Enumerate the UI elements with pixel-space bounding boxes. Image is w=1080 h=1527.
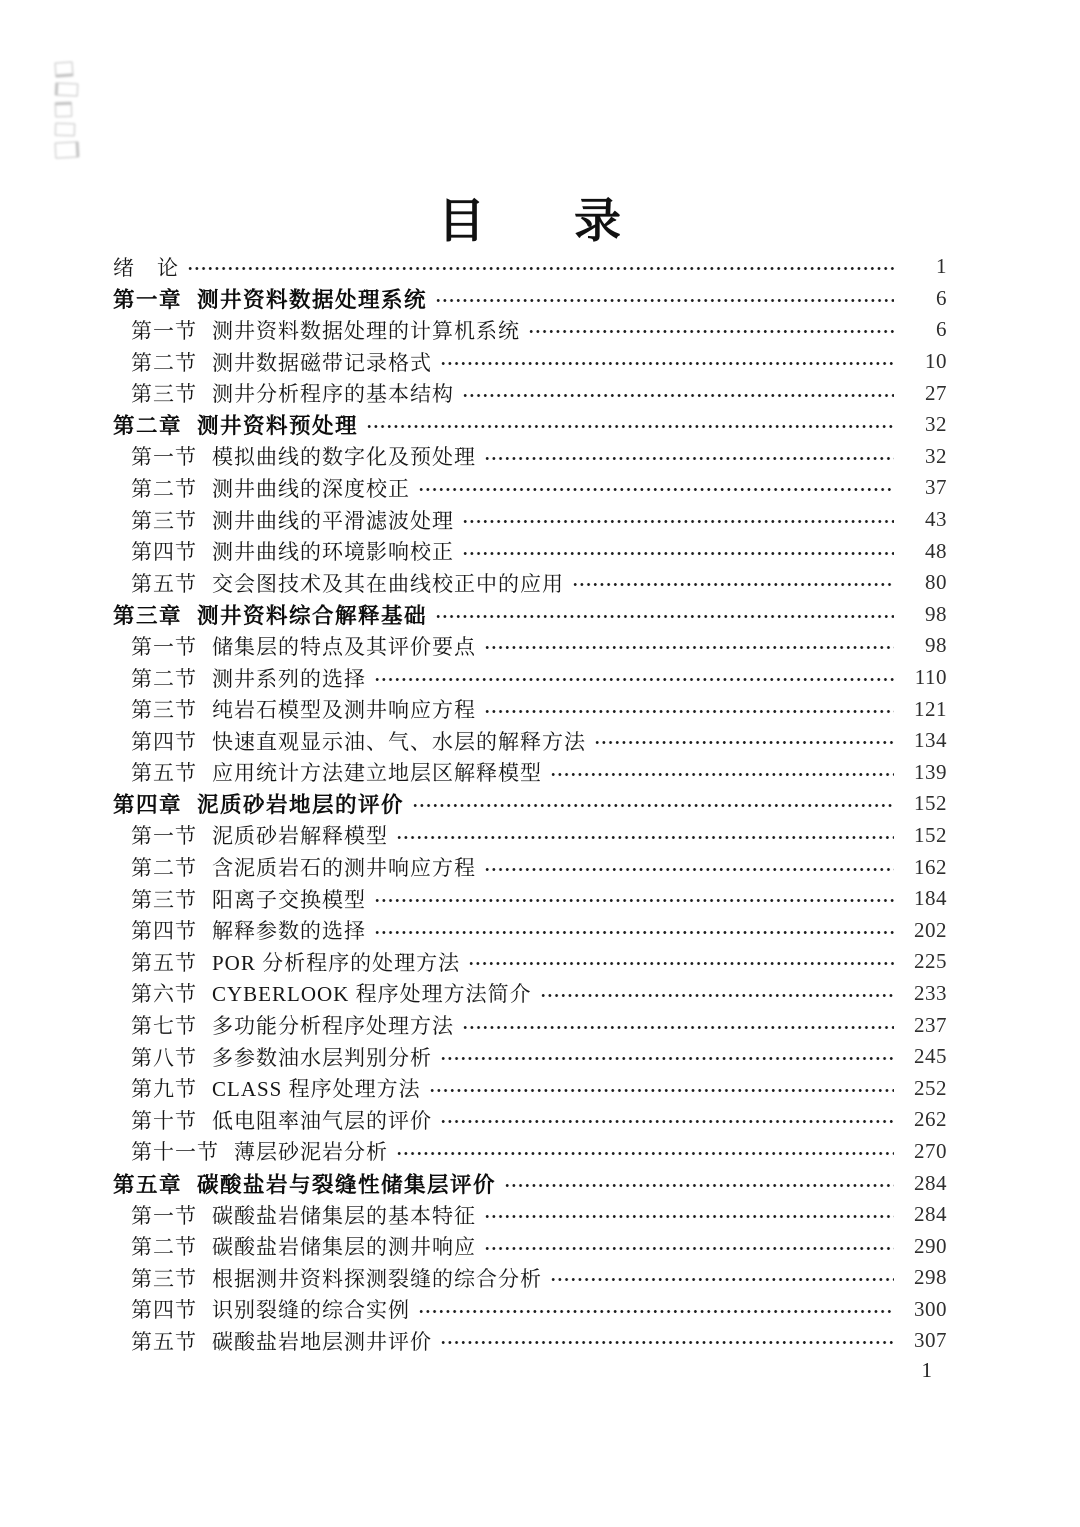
toc-entry-row — [113, 788, 947, 820]
toc-entry-title: 模拟曲线的数字化及预处理 — [212, 445, 476, 470]
dot-leader — [419, 1307, 894, 1316]
stamp-mark — [55, 123, 75, 137]
dot-leader — [188, 264, 894, 273]
dot-leader — [441, 359, 894, 368]
toc-entry-title: 根据测井资料探测裂缝的综合分析 — [212, 1266, 542, 1291]
toc-entry-row — [113, 946, 947, 978]
dot-leader — [375, 928, 894, 937]
toc-entry-page: 37 — [925, 475, 947, 500]
toc-entry-label: 第十一节 — [131, 1140, 219, 1165]
toc-entry-label: 第一节 — [131, 318, 197, 343]
toc-entry-title: 碳酸盐岩与裂缝性储集层评价 — [197, 1172, 497, 1198]
dot-leader — [463, 517, 894, 526]
toc-entry-page: 262 — [914, 1107, 947, 1132]
toc-entry-title: 测井资料数据处理的计算机系统 — [212, 318, 520, 343]
toc-entry-page: 202 — [914, 917, 947, 942]
toc-entry-page: 162 — [914, 854, 947, 879]
toc-entry-row — [113, 314, 947, 346]
dot-leader — [469, 959, 894, 968]
toc-entry-page: 245 — [914, 1044, 947, 1069]
toc-entry-label: 第四节 — [131, 1298, 197, 1323]
dot-leader — [413, 801, 894, 810]
dot-leader — [419, 485, 894, 494]
dot-leader — [485, 865, 894, 874]
toc-entry-title: 测井系列的选择 — [212, 666, 366, 691]
toc-entry-title: 识别裂缝的综合实例 — [212, 1298, 410, 1323]
toc-entry-title: 交会图技术及其在曲线校正中的应用 — [212, 571, 564, 596]
toc-entry-label: 第六节 — [131, 982, 197, 1007]
toc-entry-title: 测井资料预处理 — [197, 414, 359, 440]
toc-entry-label: 第四节 — [131, 919, 197, 944]
toc-entry-label: 第二节 — [131, 666, 197, 691]
toc-entry-page: 307 — [914, 1328, 947, 1353]
toc-entry-label: 第五节 — [131, 571, 197, 596]
toc-entry-label: 第四节 — [131, 540, 197, 565]
toc-entry-row — [113, 693, 947, 725]
toc-entry-row — [113, 725, 947, 757]
dot-leader — [463, 1023, 894, 1032]
toc-entry-row — [113, 1230, 947, 1262]
toc-entry-page: 139 — [914, 759, 947, 784]
toc-entry-page: 80 — [925, 570, 947, 595]
stamp-mark — [55, 102, 73, 118]
toc-entry-label: 第二节 — [131, 476, 197, 501]
toc-entry-label: 第四章 — [113, 793, 183, 819]
toc-entry-page: 270 — [914, 1138, 947, 1163]
toc-entry-title: 应用统计方法建立地层区解释模型 — [212, 761, 542, 786]
toc-entry-title: 测井分析程序的基本结构 — [212, 382, 454, 407]
toc-entry-title: 低电阻率油气层的评价 — [212, 1108, 432, 1133]
toc-entry-row — [113, 757, 947, 789]
toc-entry-page: 6 — [936, 317, 947, 342]
toc-entry-row — [113, 535, 947, 567]
toc-entry-label: 第一章 — [113, 287, 183, 313]
toc-entry-label: 第三节 — [131, 1266, 197, 1291]
toc-entry-title: 含泥质岩石的测井响应方程 — [212, 856, 476, 881]
dot-leader — [441, 1338, 894, 1347]
toc-entry-label: 第三节 — [131, 698, 197, 723]
toc-entry-row — [113, 377, 947, 409]
toc-entry-page: 284 — [914, 1170, 947, 1195]
dot-leader — [367, 422, 894, 431]
toc-entry-title: 解释参数的选择 — [212, 919, 366, 944]
toc-entry-page: 237 — [914, 1012, 947, 1037]
toc-entry-page: 134 — [914, 728, 947, 753]
dot-leader — [463, 391, 894, 400]
toc-entry-page: 290 — [914, 1233, 947, 1258]
stamp-mark — [55, 141, 80, 158]
toc-entry-row — [113, 1262, 947, 1294]
dot-leader — [485, 454, 894, 463]
toc-entry-row — [113, 1199, 947, 1231]
toc-entry-page: 252 — [914, 1075, 947, 1100]
toc-entry-row — [113, 599, 947, 631]
toc-entry-title: 测井曲线的深度校正 — [212, 476, 410, 501]
toc-entry-row — [113, 820, 947, 852]
toc-entry-page: 43 — [925, 507, 947, 532]
toc-entry-row — [113, 883, 947, 915]
toc-entry-page: 184 — [914, 886, 947, 911]
toc-entry-label: 第五节 — [131, 950, 197, 975]
toc-entry-page: 300 — [914, 1296, 947, 1321]
toc-entry-page: 152 — [914, 822, 947, 847]
toc-entry-title: 泥质砂岩地层的评价 — [197, 793, 405, 819]
toc-entry-page: 32 — [925, 443, 947, 468]
toc-entry-title: 多功能分析程序处理方法 — [212, 1014, 454, 1039]
toc-entry-label: 第五节 — [131, 1329, 197, 1354]
toc-entry-title: 碳酸盐岩地层测井评价 — [212, 1329, 432, 1354]
toc-entry-page: 1 — [936, 254, 947, 279]
toc-entry-label: 第三章 — [113, 603, 183, 629]
toc-entry-row — [113, 1009, 947, 1041]
toc-entry-label: 第一节 — [131, 824, 197, 849]
toc-entry-title: 测井资料综合解释基础 — [197, 603, 428, 629]
toc-entry-page: 284 — [914, 1202, 947, 1227]
toc-entry-label: 第七节 — [131, 1014, 197, 1039]
toc-entry-title: 测井曲线的环境影响校正 — [212, 540, 454, 565]
toc-entry-page: 98 — [925, 633, 947, 658]
toc-entry-label: 第八节 — [131, 1045, 197, 1070]
dot-leader — [505, 1181, 894, 1190]
dot-leader — [397, 833, 894, 842]
stamp-mark — [54, 61, 73, 77]
page-title-char-left: 目 — [438, 196, 486, 248]
dot-leader — [485, 643, 894, 652]
toc-entry-page: 48 — [925, 538, 947, 563]
toc-entry-title: 测井数据磁带记录格式 — [212, 350, 432, 375]
toc-entry-row — [113, 346, 947, 378]
toc-entry-title: 碳酸盐岩储集层的基本特征 — [212, 1203, 476, 1228]
toc-entry-title: 储集层的特点及其评价要点 — [212, 634, 476, 659]
toc-entry-title: 碳酸盐岩储集层的测井响应 — [212, 1235, 476, 1260]
toc-entry-row — [113, 283, 947, 315]
dot-leader — [485, 1244, 894, 1253]
dot-leader — [397, 1149, 894, 1158]
toc-entry-page: 10 — [925, 349, 947, 374]
toc-entry-label: 第二节 — [131, 350, 197, 375]
toc-entry-label: 第五章 — [113, 1172, 183, 1198]
toc-entry-label: 第三节 — [131, 508, 197, 533]
toc-entry-title: 多参数油水层判别分析 — [212, 1045, 432, 1070]
toc-entry-page: 233 — [914, 980, 947, 1005]
faint-margin-stamp — [55, 62, 87, 158]
toc-entry-label: 第一节 — [131, 634, 197, 659]
dot-leader — [430, 1086, 894, 1095]
toc-entry-row — [113, 1041, 947, 1073]
dot-leader — [541, 991, 894, 1000]
toc-entry-row — [113, 1294, 947, 1326]
toc-list — [113, 251, 947, 1357]
toc-entry-label: 第三节 — [131, 382, 197, 407]
toc-entry-label: 第二节 — [131, 1235, 197, 1260]
toc-entry-title: 快速直观显示油、气、水层的解释方法 — [212, 729, 586, 754]
dot-leader — [375, 896, 894, 905]
dot-leader — [463, 549, 894, 558]
dot-leader — [436, 296, 894, 305]
page-title-char-right: 录 — [574, 196, 622, 248]
toc-entry-row — [113, 441, 947, 473]
toc-entry-page: 298 — [914, 1265, 947, 1290]
toc-entry-label: 第一节 — [131, 445, 197, 470]
toc-entry-label: 第二章 — [113, 414, 183, 440]
toc-entry-row — [113, 251, 947, 283]
dot-leader — [375, 675, 894, 684]
toc-entry-title: POR 分析程序的处理方法 — [212, 950, 461, 975]
toc-entry-label: 绪 论 — [113, 255, 179, 280]
toc-entry-row — [113, 851, 947, 883]
toc-entry-label: 第二节 — [131, 856, 197, 881]
dot-leader — [441, 1054, 894, 1063]
dot-leader — [436, 612, 894, 621]
toc-entry-label: 第十节 — [131, 1108, 197, 1133]
dot-leader — [595, 738, 894, 747]
toc-entry-label: 第九节 — [131, 1077, 197, 1102]
dot-leader — [551, 770, 894, 779]
toc-entry-page: 98 — [925, 601, 947, 626]
dot-leader — [485, 707, 894, 716]
toc-entry-title: 泥质砂岩解释模型 — [212, 824, 388, 849]
toc-entry-row — [113, 1167, 947, 1199]
toc-entry-row — [113, 1072, 947, 1104]
toc-entry-title: 薄层砂泥岩分析 — [234, 1140, 388, 1165]
toc-entry-page: 225 — [914, 949, 947, 974]
toc-entry-title: 测井资料数据处理系统 — [197, 287, 428, 313]
stamp-mark — [55, 82, 79, 96]
toc-entry-row — [113, 1325, 947, 1357]
toc-entry-page: 6 — [936, 285, 947, 310]
toc-entry-title: CLASS 程序处理方法 — [212, 1077, 421, 1102]
dot-leader — [441, 1117, 894, 1126]
page-title — [113, 184, 947, 251]
toc-entry-page: 121 — [914, 696, 947, 721]
toc-entry-label: 第一节 — [131, 1203, 197, 1228]
toc-entry-row — [113, 1136, 947, 1168]
dot-leader — [573, 580, 894, 589]
toc-entry-row — [113, 504, 947, 536]
toc-entry-label: 第三节 — [131, 887, 197, 912]
toc-entry-row — [113, 630, 947, 662]
toc-entry-title: CYBERLOOK 程序处理方法简介 — [212, 982, 532, 1007]
dot-leader — [551, 1275, 894, 1284]
toc-entry-title: 纯岩石模型及测井响应方程 — [212, 698, 476, 723]
toc-entry-label: 第五节 — [131, 761, 197, 786]
toc-entry-title: 测井曲线的平滑滤波处理 — [212, 508, 454, 533]
toc-entry-label: 第四节 — [131, 729, 197, 754]
toc-entry-row — [113, 978, 947, 1010]
toc-entry-page: 152 — [914, 791, 947, 816]
toc-entry-page: 32 — [925, 412, 947, 437]
dot-leader — [529, 327, 894, 336]
toc-entry-row — [113, 662, 947, 694]
toc-entry-page: 27 — [925, 380, 947, 405]
toc-entry-page: 110 — [914, 665, 947, 690]
dot-leader — [485, 1212, 894, 1221]
toc-entry-row — [113, 409, 947, 441]
toc-entry-title: 阳离子交换模型 — [212, 887, 366, 912]
footer-page-number: 1 — [921, 1358, 932, 1382]
toc-entry-row — [113, 472, 947, 504]
toc-entry-row — [113, 914, 947, 946]
toc-entry-row — [113, 567, 947, 599]
toc-entry-row — [113, 1104, 947, 1136]
